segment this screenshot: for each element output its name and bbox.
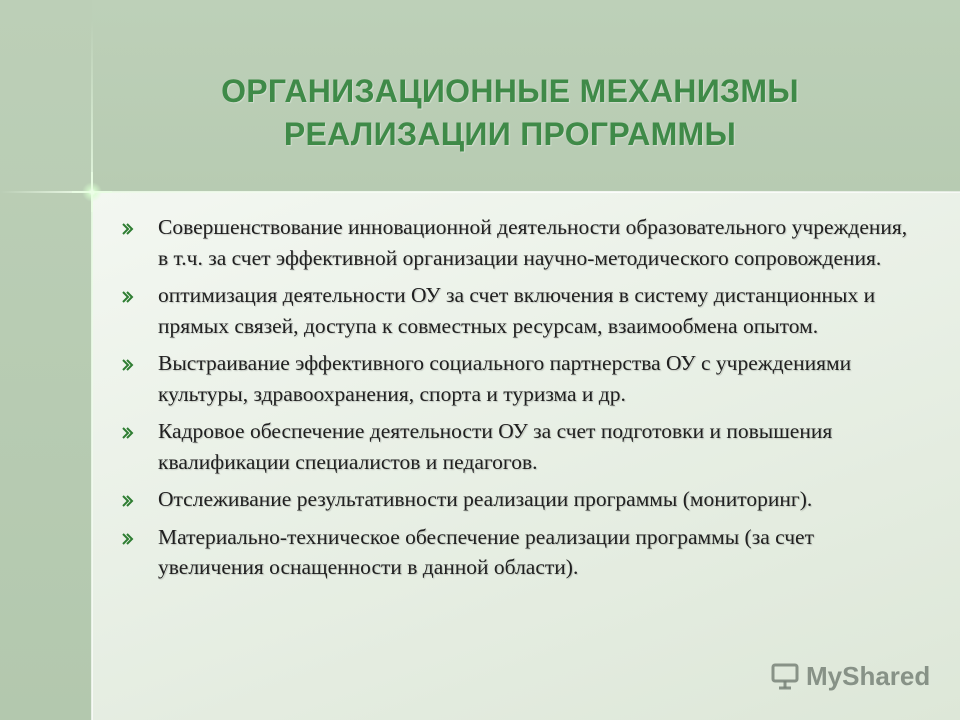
arrow-bullet-icon — [122, 533, 134, 545]
arrow-bullet-icon — [122, 495, 134, 507]
bullet-text: Материально-техническое обеспечение реализации программы (за счет увеличения оснащенности в данной области). — [158, 524, 814, 579]
presentation-board-icon — [770, 661, 800, 691]
bullet-list — [120, 212, 910, 590]
list-item — [120, 522, 910, 583]
bullet-text: Кадровое обеспечение деятельности ОУ за счет подготовки и повышения квалификации специалистов и педагогов. — [158, 419, 833, 474]
list-item — [120, 416, 910, 477]
bullet-text: Выстраивание эффективного социального партнерства ОУ с учреждениями культуры, здравоохранения, спорта и туризма и др. — [158, 351, 852, 406]
vertical-divider — [91, 20, 93, 720]
left-decor-band — [0, 0, 92, 720]
list-item — [120, 212, 910, 273]
slide-title-line-2: РЕАЛИЗАЦИИ ПРОГРАММЫ — [283, 116, 737, 152]
arrow-bullet-icon — [122, 291, 134, 303]
watermark-logo — [770, 656, 930, 696]
slide-title — [110, 70, 910, 156]
horizontal-divider — [0, 191, 960, 193]
sparkle-icon — [72, 172, 112, 212]
watermark-text: MyShared — [806, 660, 931, 691]
arrow-bullet-icon — [122, 359, 134, 371]
bullet-text: оптимизация деятельности ОУ за счет включения в систему дистанционных и прямых связей, доступа к совместных ресурсам, взаимообмена опытом. — [158, 283, 876, 338]
list-item — [120, 280, 910, 341]
bullet-text: Совершенствование инновационной деятельности образовательного учреждения, в т.ч. за счет эффективной организации научно-методического сопровождения. — [158, 215, 908, 270]
bullet-text: Отслеживание результативности реализации программы (мониторинг). — [158, 487, 813, 511]
slide-title-line-1: ОРГАНИЗАЦИОННЫЕ МЕХАНИЗМЫ — [221, 73, 799, 109]
arrow-bullet-icon — [122, 427, 134, 439]
arrow-bullet-icon — [122, 223, 134, 235]
list-item — [120, 348, 910, 409]
list-item — [120, 484, 910, 515]
